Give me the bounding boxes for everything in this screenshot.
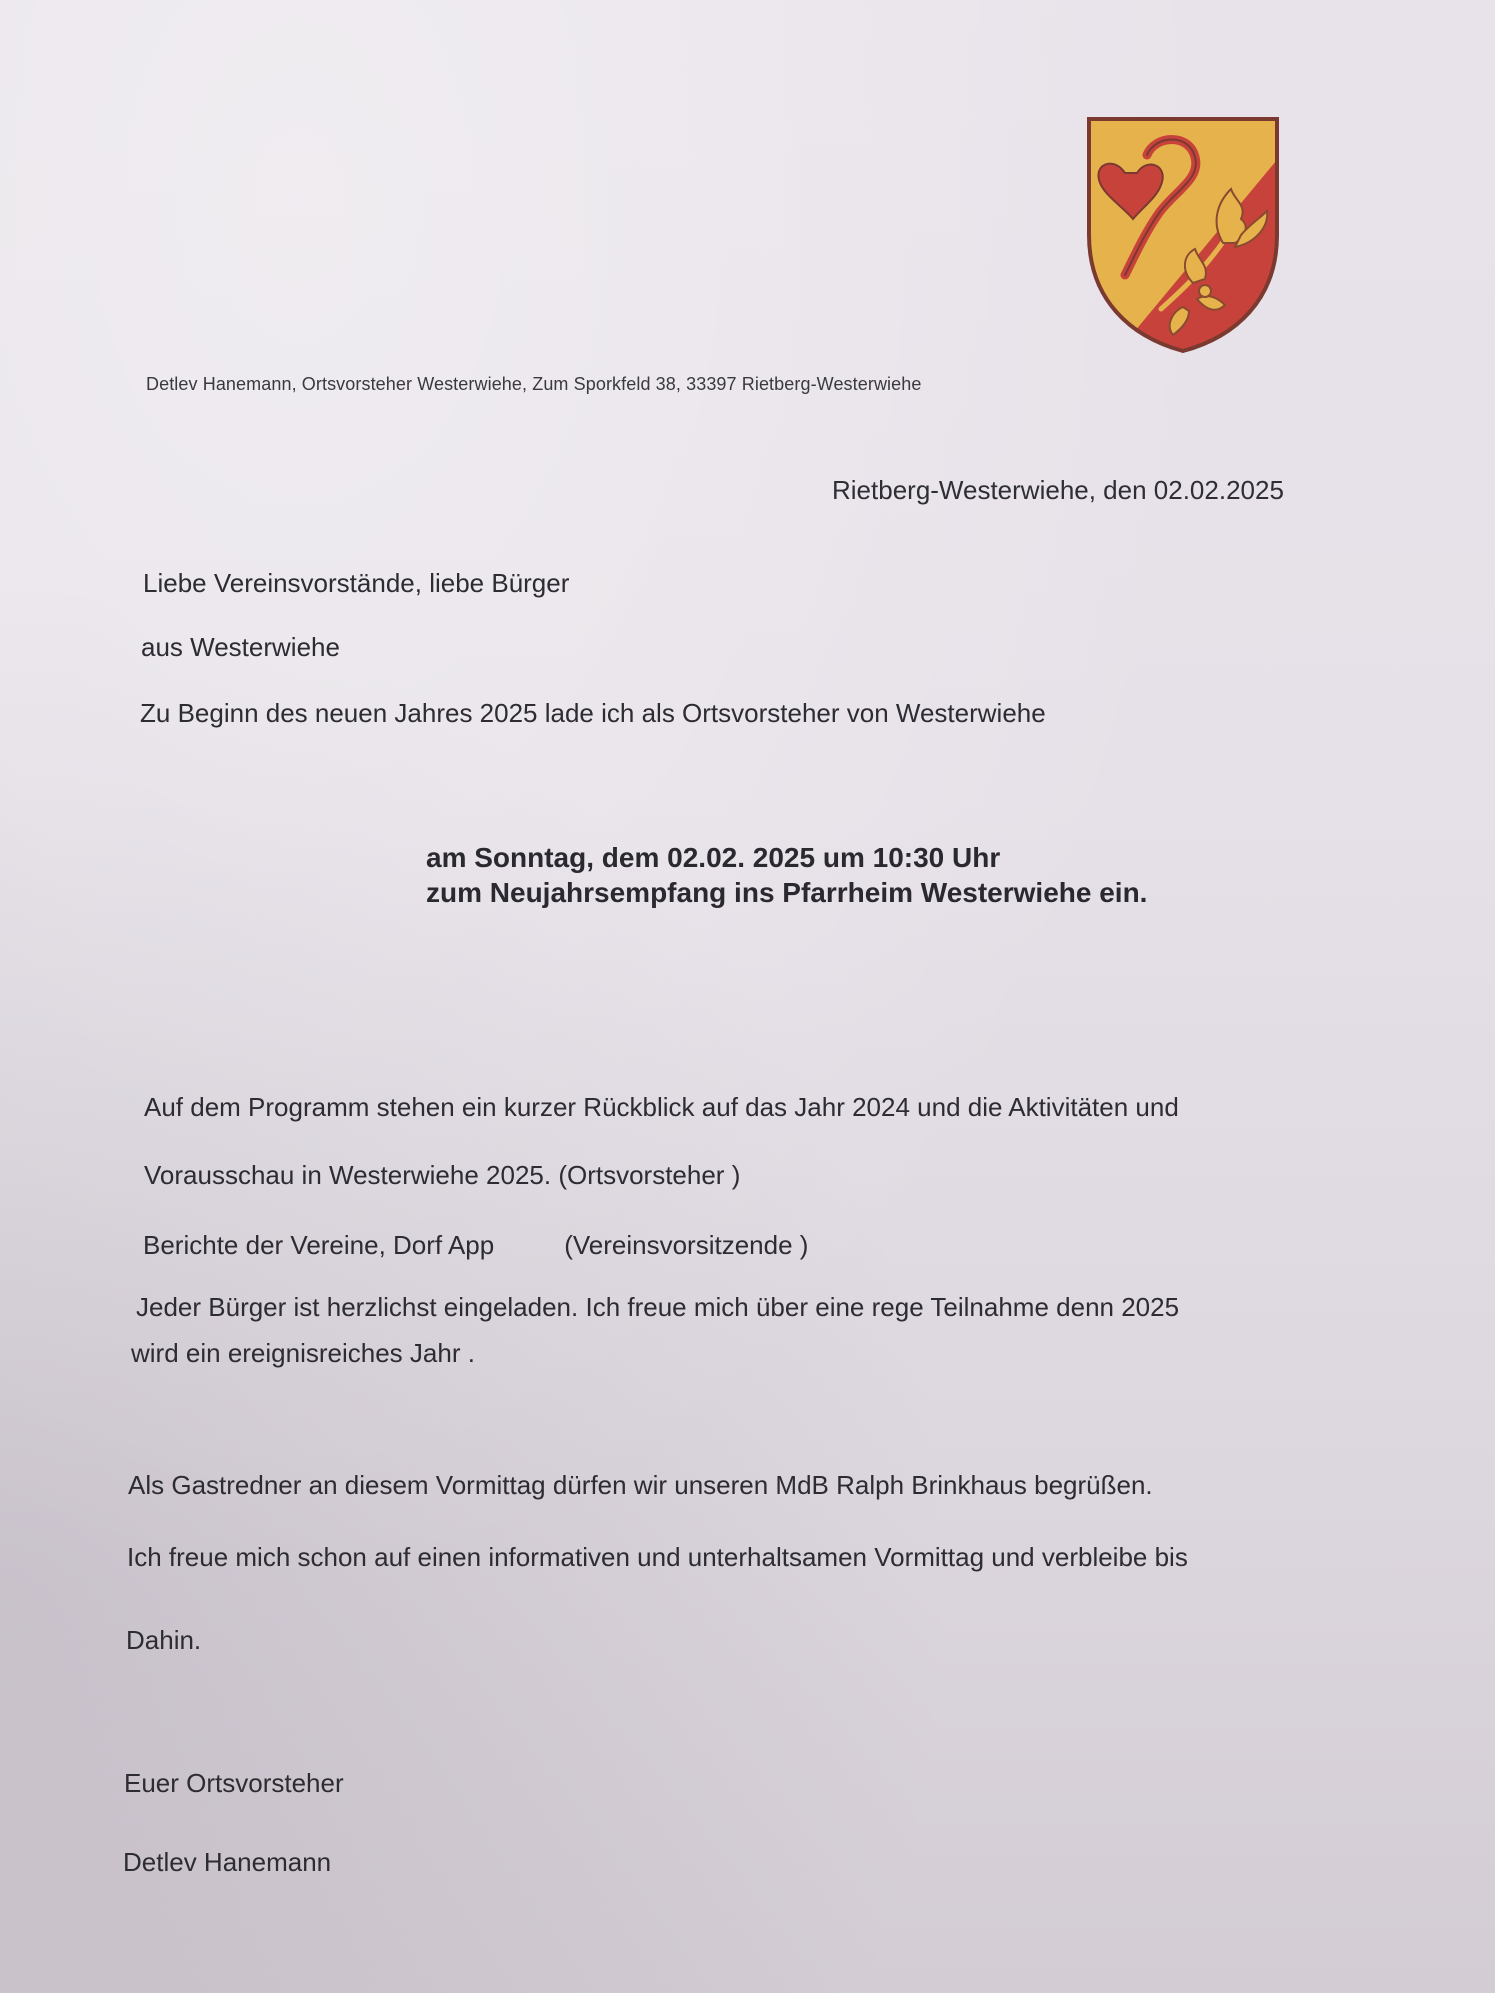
- program-line-3: [143, 1230, 808, 1261]
- event-line-1: am Sonntag, dem 02.02. 2025 um 10:30 Uhr: [426, 842, 1001, 873]
- sender-address-line: Detlev Hanemann, Ortsvorsteher Westerwiehe, Zum Sporkfeld 38, 33397 Rietberg-Westerwiehe: [146, 374, 922, 394]
- salutation-line-2: aus Westerwiehe: [141, 632, 340, 662]
- signature-name: Detlev Hanemann: [123, 1847, 332, 1877]
- signature-title: Euer Ortsvorsteher: [124, 1768, 344, 1798]
- guest-speaker-paragraph: Als Gastredner an diesem Vormittag dürfen wir unseren MdB Ralph Brinkhaus begrüßen.: [128, 1470, 1153, 1500]
- program-line-2: Vorausschau in Westerwiehe 2025. (Ortsvorsteher ): [144, 1160, 741, 1190]
- program-role: (Vereinsvorsitzende ): [564, 1230, 809, 1260]
- program-item: Berichte der Vereine, Dorf App: [143, 1230, 495, 1260]
- invitation-line-2: wird ein ereignisreiches Jahr .: [131, 1338, 475, 1368]
- coat-of-arms-icon: [1085, 115, 1281, 355]
- closing-line-1: Ich freue mich schon auf einen informativen und unterhaltsamen Vormittag und verbleibe bis: [127, 1542, 1188, 1572]
- closing-line-2: Dahin.: [126, 1625, 202, 1655]
- salutation-line-1: Liebe Vereinsvorstände, liebe Bürger: [143, 568, 570, 598]
- invitation-line-1: Jeder Bürger ist herzlichst eingeladen. Ich freue mich über eine rege Teilnahme denn 2025: [136, 1292, 1180, 1322]
- event-line-2: zum Neujahrsempfang ins Pfarrheim Westerwiehe ein.: [426, 877, 1148, 908]
- program-line-1: Auf dem Programm stehen ein kurzer Rückblick auf das Jahr 2024 und die Aktivitäten und: [144, 1092, 1179, 1122]
- intro-paragraph: Zu Beginn des neuen Jahres 2025 lade ich als Ortsvorsteher von Westerwiehe: [140, 698, 1046, 728]
- date-line: Rietberg-Westerwiehe, den 02.02.2025: [832, 475, 1284, 505]
